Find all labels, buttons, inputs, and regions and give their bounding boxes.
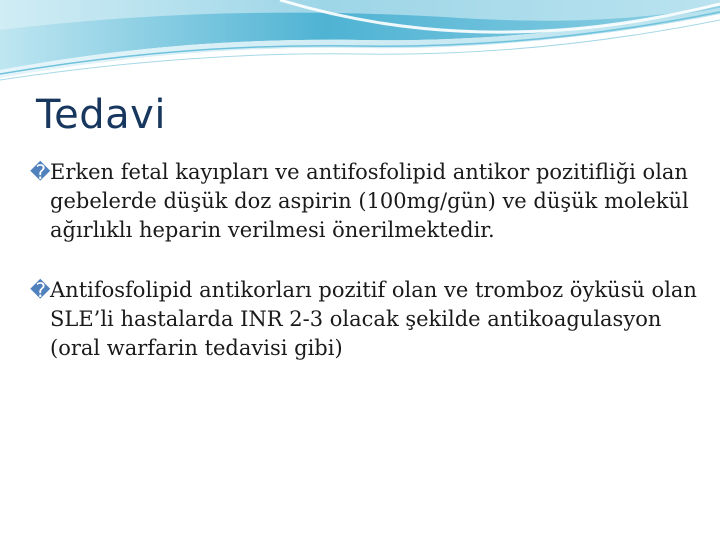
bullet-text: Erken fetal kayıpları ve antifosfolipid antikor pozitifliği olan gebelerde düşük doz aspirin (100mg/gün) ve düşük molekül ağırlıklı heparin verilmesi önerilmektedir. [50,160,689,242]
slide-title: Tedavi [36,92,166,138]
bullet-list [30,158,700,394]
bullet-item [30,276,700,363]
bullet-marker-icon: � [30,278,51,302]
top-wave-decoration [0,0,720,90]
bullet-text: Antifosfolipid antikorları pozitif olan ve tromboz öyküsü olan SLE’li hastalarda INR 2-3 olacak şekilde antikoagulasyon (oral warfarin tedavisi gibi) [50,278,697,360]
bullet-marker-icon: � [30,160,51,184]
bullet-item [30,158,700,245]
